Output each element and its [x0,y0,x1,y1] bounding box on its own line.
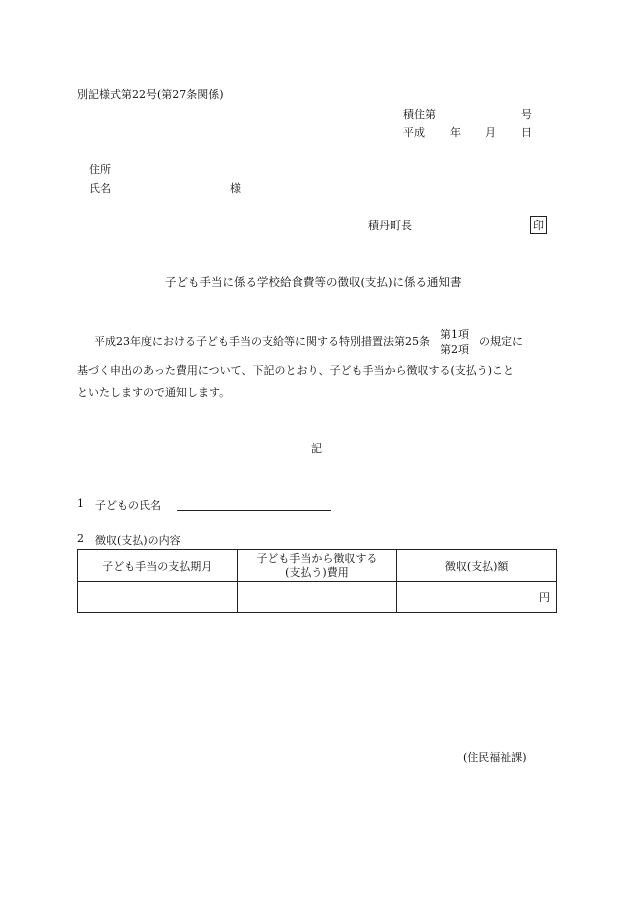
child-name-line [177,497,331,511]
item-1-number: 1 [77,497,84,510]
seal-mark: 印 [530,216,547,234]
date-era: 平成 [403,126,425,139]
table-header-row [78,550,557,582]
date-year: 年 [450,126,461,139]
header-cost [237,550,397,582]
reference-number-prefix: 積住第 [403,108,436,121]
header-cost-line-2: (支払う)費用 [285,565,349,579]
item-2-label: 徴収(支払)の内容 [95,534,181,547]
clause-1: 第1項 [440,328,469,341]
document-title: 子ども手当に係る学校給食費等の徴収(支払)に係る通知書 [165,275,462,289]
date-month: 月 [485,126,496,139]
table-row [78,582,557,613]
header-amount: 徴収(支払)額 [397,550,557,582]
cell-payment-month [78,582,238,613]
clause-stack [440,327,469,357]
name-label: 氏名 [89,182,111,195]
form-label: 別記様式第22号(第27条関係) [77,88,224,101]
department-footer: (住民福祉課) [463,751,527,764]
body-line-1-end: の規定に [479,335,523,348]
cell-cost [237,582,397,613]
cell-amount [397,582,557,613]
body-line-2: 基づく申出のあった費用について、下記のとおり、子ども手当から徴収する(支払う)こと [77,364,515,377]
sender-title: 積丹町長 [368,219,412,232]
header-cost-line-1: 子ども手当から徴収する [256,551,378,565]
collection-table [77,549,557,613]
honorific: 様 [230,182,241,195]
yen-unit: 円 [539,591,550,604]
clause-2: 第2項 [440,343,469,356]
item-1-label: 子どもの氏名 [95,499,161,512]
ki-heading: 記 [311,442,322,455]
reference-number-suffix: 号 [521,108,532,121]
address-label: 住所 [89,163,111,176]
item-2-number: 2 [77,532,84,545]
body-line-1-start: 平成23年度における子ども手当の支給等に関する特別措置法第25条 [94,335,430,348]
body-line-3: といたしますので通知します。 [77,386,231,399]
date-day: 日 [521,126,532,139]
header-payment-month: 子ども手当の支払期月 [78,550,238,582]
body-line-1 [94,327,523,357]
